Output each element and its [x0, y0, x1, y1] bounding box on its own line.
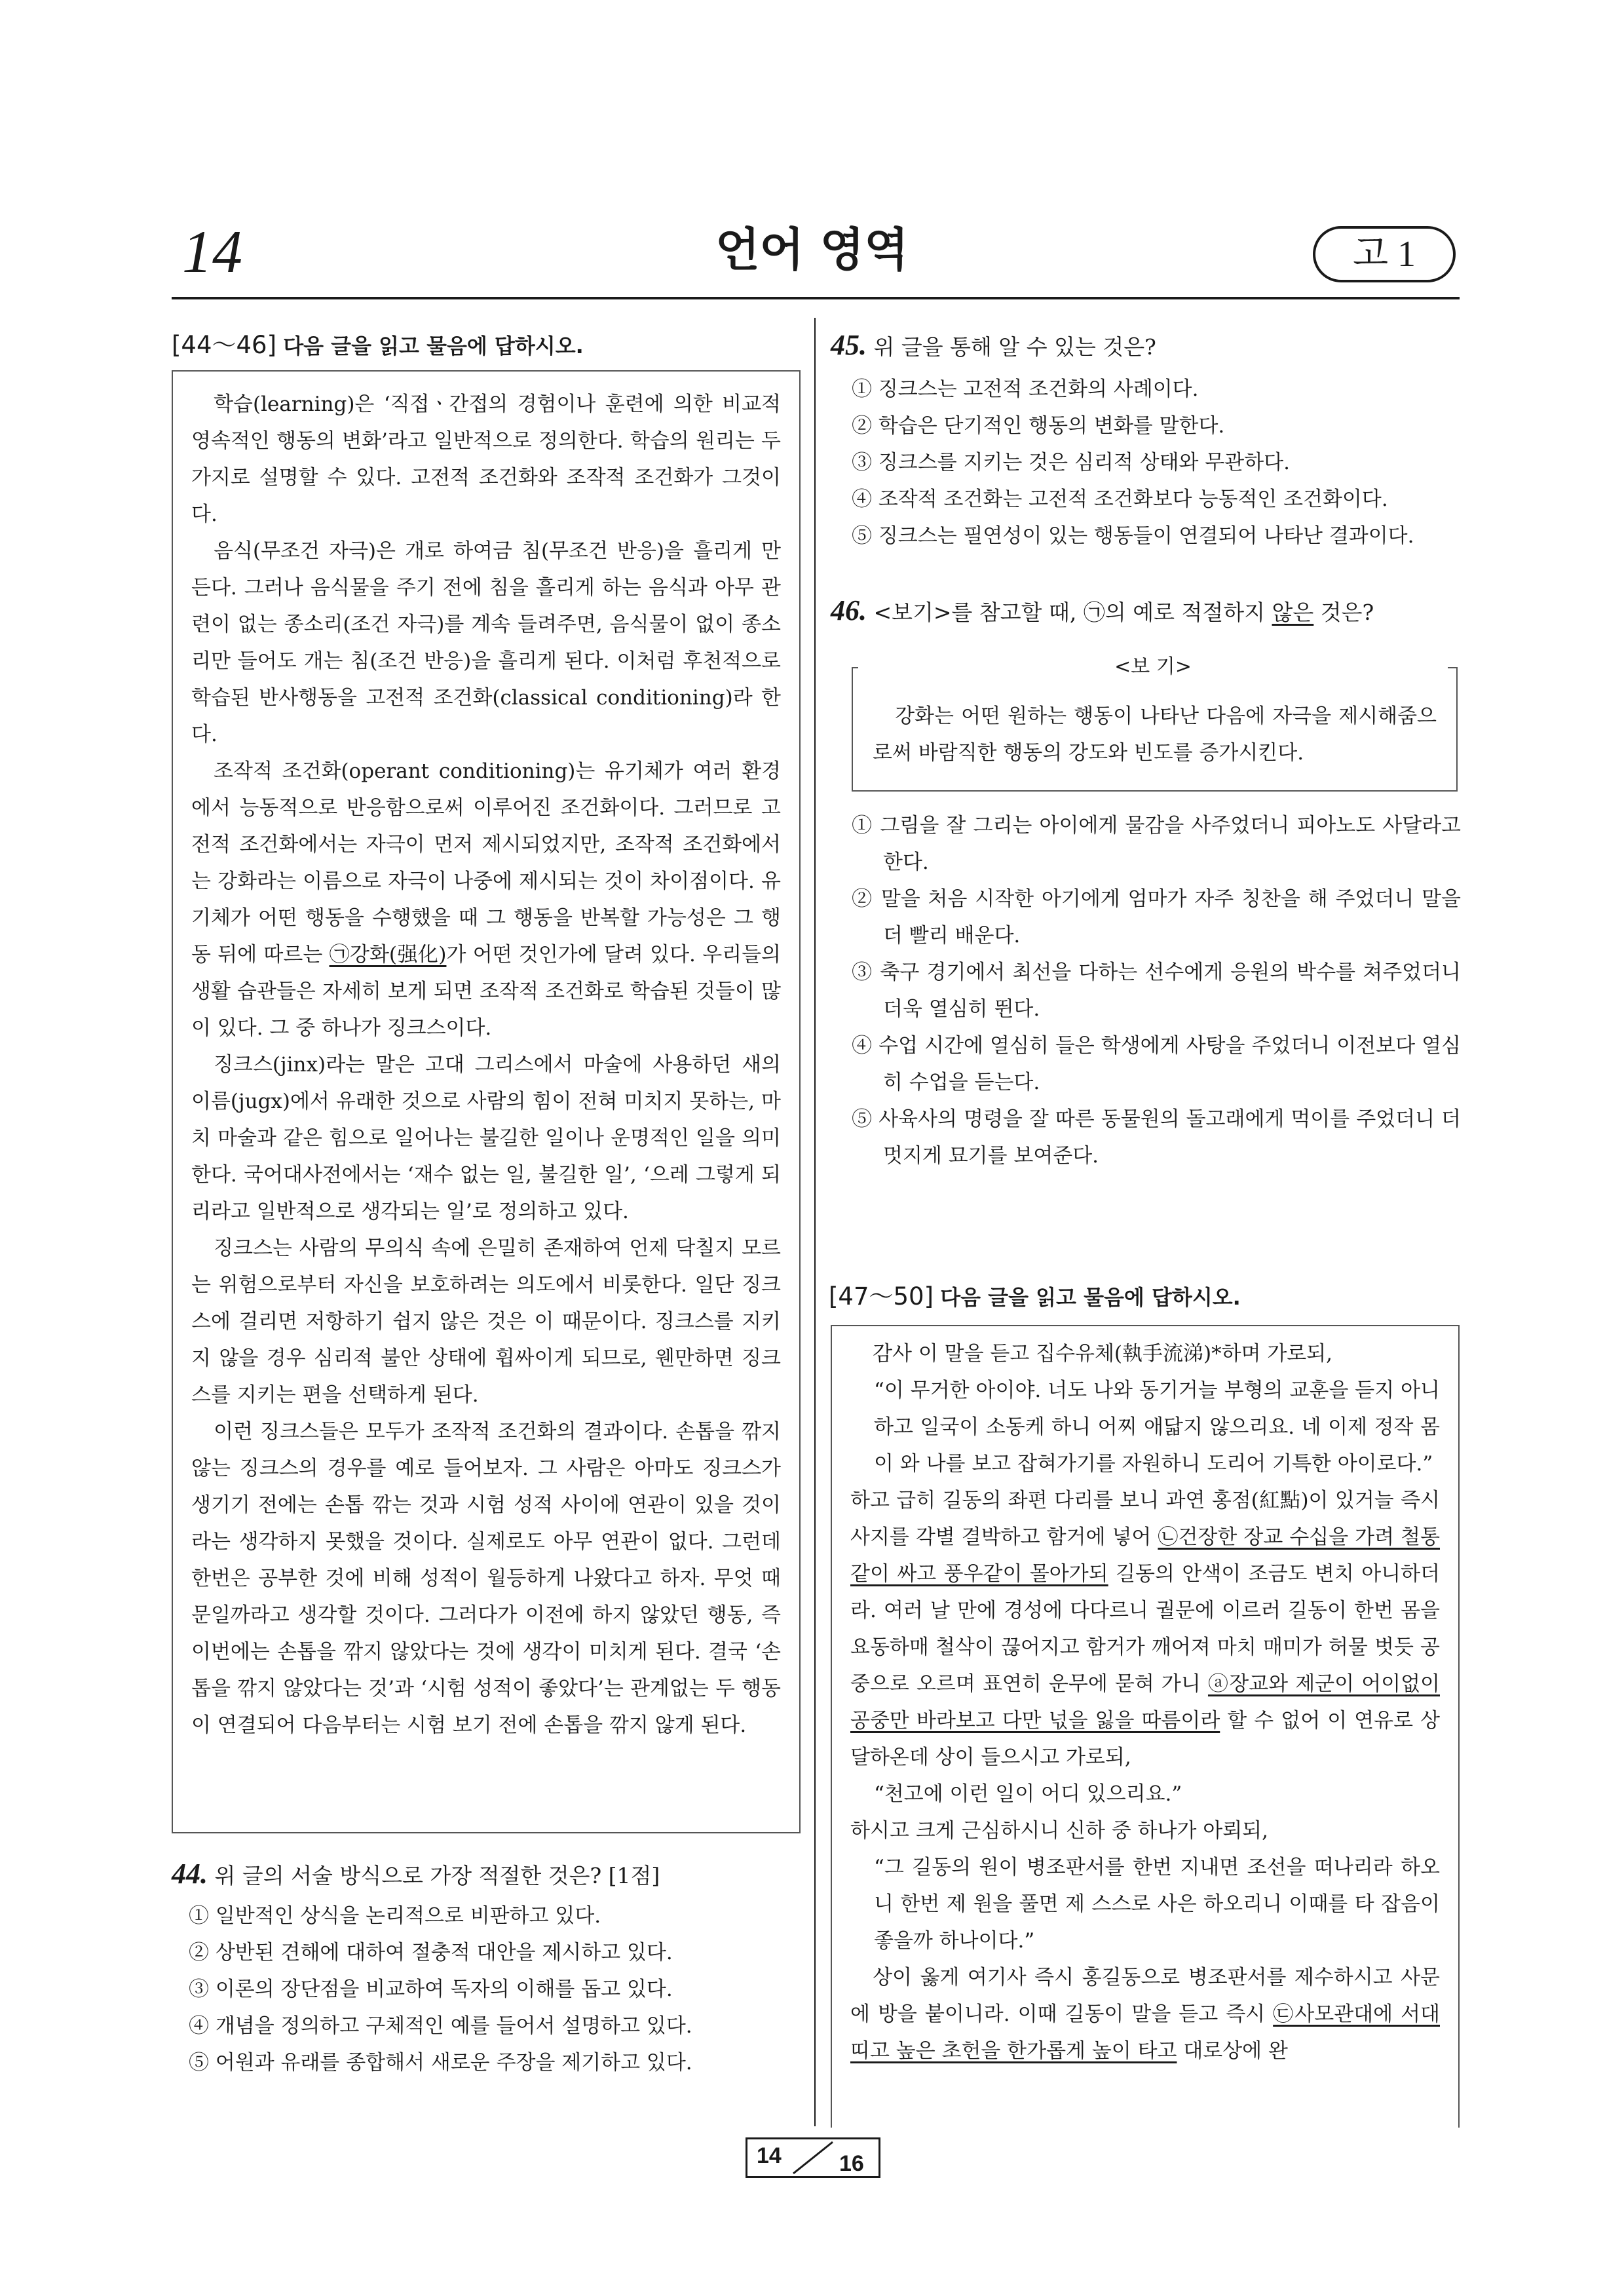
dialogue-quote: “이 무거한 아이야. 너도 나와 동기거늘 부형의 교훈을 듣지 아니하고 일국이 소동케 하니 어찌 애닯지 않으리요. 네 이제 정작 몸이 와 나를 보고 잡혀가기를 자원하니 도리어 기특한 아이로다.” — [874, 1379, 1440, 1476]
passage-paragraph: 감사 이 말을 듣고 집수유체(執手流涕)*하며 가로되, — [873, 1342, 1333, 1366]
page-indicator — [746, 2137, 880, 2178]
answer-option[interactable]: ② 상반된 견해에 대하여 절충적 대안을 제시하고 있다. — [189, 1941, 673, 1964]
question-number: 46. — [831, 594, 867, 626]
question-44-options — [189, 1898, 798, 2081]
question-text: 것은? — [1313, 600, 1374, 625]
paragraph-text: 할 수 없어 이 연유로 상달하온데 상이 들으시고 가로되, — [850, 1709, 1440, 1769]
section-header-47-50 — [829, 1284, 1241, 1309]
answer-option[interactable]: ① 일반적인 상식을 논리적으로 비판하고 있다. — [189, 1904, 601, 1928]
passage-paragraph: 음식(무조건 자극)은 개로 하여금 침(무조건 반응)을 흘리게 만든다. 그러나 음식물을 주기 전에 침을 흘리게 하는 음식과 아무 관련이 없는 종소리(조건 자극)를 계속 들려주면, 음식물이 없이 종소리만 들어도 개는 침(조건 반응)을 흘리게 된다. 이처럼 후천적으로 학습된 반사행동을 고전적 조건화(classical conditioning)라 한다. — [191, 539, 781, 746]
header-rule — [172, 297, 1460, 299]
passage-box-2 — [831, 1325, 1460, 2128]
passage-box — [172, 370, 801, 1833]
paragraph-text: 대로상에 완 — [1177, 2039, 1288, 2063]
question-46-options — [852, 807, 1461, 1174]
passage-paragraph — [850, 1959, 1440, 2069]
paragraph-text: 가 어떤 것인가에 달려 있다. 우리들의 생활 습관들은 자세히 보게 되면 조작적 조건화로 학습된 것들이 많이 있다. 그 중 하나가 징크스이다. — [191, 943, 781, 1040]
passage-paragraph: 학습(learning)은 ‘직접ㆍ간접의 경험이나 훈련에 의한 비교적 영속적인 행동의 변화’라고 일반적으로 정의한다. 학습의 원리는 두 가지로 설명할 수 있다. 고전적 조건화와 조작적 조건화가 그것이다. — [191, 392, 781, 526]
answer-option[interactable]: ⑤ 사육사의 명령을 잘 따른 동물원의 돌고래에게 먹이를 주었더니 더 멋지게 묘기를 보여준다. — [852, 1107, 1461, 1168]
question-text: 위 글을 통해 알 수 있는 것은? — [873, 334, 1156, 360]
page-number: 14 — [182, 218, 242, 285]
passage-paragraph: 이런 징크스들은 모두가 조작적 조건화의 결과이다. 손톱을 깎지 않는 징크스의 경우를 예로 들어보자. 그 사람은 아마도 징크스가 생기기 전에는 손톱 깎는 것과 시험 성적 사이에 연관이 있을 것이라는 생각하지 못했을 것이다. 실제로도 아무 연관이 없다. 그런데 한번은 공부한 것에 비해 성적이 월등하게 나왔다고 하자. 무엇 때문일까라고 생각할 것이다. 그러다가 이전에 하지 않았던 행동, 즉 이번에는 손톱을 깎지 않았다는 것에 생각이 미치게 된다. 결국 ‘손톱을 깎지 않았다는 것’과 ‘시험 성적이 좋았다’는 관계없는 두 행동이 연결되어 다음부터는 시험 보기 전에 손톱을 깎지 않게 된다. — [191, 1420, 781, 1737]
answer-option[interactable]: ④ 개념을 정의하고 구체적인 예를 들어서 설명하고 있다. — [189, 2014, 692, 2038]
question-text: 위 글의 서술 방식으로 가장 적절한 것은? [1점] — [214, 1863, 660, 1888]
paragraph-text: 조작적 조건화(operant conditioning)는 유기체가 여러 환경에서 능동적으로 반응함으로써 이루어진 조건화이다. 그러므로 고전적 조건화에서는 자극이 먼저 제시되었지만, 조작적 조건화에서는 강화라는 이름으로 자극이 나중에 제시되는 것이 차이점이다. 유기체가 어떤 행동을 수행했을 때 그 행동을 반복할 가능성은 그 행동 뒤에 따르는 — [191, 759, 781, 966]
answer-option[interactable]: ① 징크스는 고전적 조건화의 사례이다. — [852, 377, 1199, 401]
bogi-text: 강화는 어떤 원하는 행동이 나타난 다음에 자극을 제시해줌으로써 바람직한 행동의 강도와 빈도를 증가시킨다. — [873, 704, 1437, 765]
section-range: [47～50] — [829, 1282, 934, 1311]
question-text-emphasis: 않은 — [1272, 600, 1314, 625]
page-title: 언어 영역 — [715, 223, 909, 277]
underlined-term: ㉠강화(强化) — [329, 943, 447, 966]
question-45-header — [831, 331, 1156, 360]
question-44-header — [172, 1860, 660, 1888]
passage-paragraph — [191, 753, 781, 1046]
column-divider — [814, 318, 816, 2126]
answer-option[interactable]: ④ 조작적 조건화는 고전적 조건화보다 능동적인 조건화이다. — [852, 488, 1388, 511]
question-number: 45. — [831, 329, 867, 361]
question-45-options — [852, 371, 1461, 554]
bogi-box — [852, 667, 1458, 792]
paragraph-text: 길동의 안색이 조금도 변치 아니하더라. 여러 날 만에 경성에 다다르니 궐문에 이르러 길동이 한번 몸을 요동하매 철삭이 끊어지고 함거가 깨어져 마치 매미가 허물 벗듯 공중으로 오르며 표연히 운무에 묻혀 가니 — [850, 1562, 1440, 1696]
section-range: [44～46] — [172, 331, 277, 359]
bogi-label: <보 기> — [858, 657, 1448, 677]
current-page: 14 — [757, 2143, 782, 2168]
answer-option[interactable]: ⑤ 징크스는 필연성이 있는 행동들이 연결되어 나타난 결과이다. — [852, 524, 1414, 548]
underlined-phrase: ㉡건장한 장교 수십을 가려 철통같이 싸고 풍우같이 몰아가되 — [850, 1525, 1440, 1586]
dialogue-quote: “그 길동의 원이 병조판서를 한번 지내면 조선을 떠나리라 하오니 한번 제 원을 풀면 제 스스로 사은 하오리니 이때를 타 잡음이 좋을까 하나이다.” — [874, 1856, 1440, 1953]
answer-option[interactable]: ② 학습은 단기적인 행동의 변화를 말한다. — [852, 414, 1225, 438]
passage-paragraph: 징크스(jinx)라는 말은 고대 그리스에서 마술에 사용하던 새의 이름(jugx)에서 유래한 것으로 사람의 힘이 전혀 미치지 못하는, 마치 마술과 같은 힘으로 일어나는 불길한 일이나 운명적인 일을 의미한다. 국어대사전에서는 ‘재수 없는 일, 불길한 일’, ‘으레 그렇게 되리라고 일반적으로 생각되는 일’로 정의하고 있다. — [191, 1053, 781, 1223]
grade-badge: 고 1 — [1313, 226, 1456, 282]
answer-option[interactable]: ② 말을 처음 시작한 아기에게 엄마가 자주 칭찬을 해 주었더니 말을 더 빨리 배운다. — [852, 887, 1461, 947]
question-text: <보기>를 참고할 때, ㉠의 예로 적절하지 — [873, 600, 1272, 625]
answer-option[interactable]: ① 그림을 잘 그리는 아이에게 물감을 사주었더니 피아노도 사달라고 한다. — [852, 814, 1461, 874]
question-number: 44. — [172, 1858, 208, 1890]
section-instruction: 다음 글을 읽고 물음에 답하시오. — [283, 334, 584, 358]
passage-paragraph: 하시고 크게 근심하시니 신하 중 하나가 아뢰되, — [850, 1819, 1268, 1843]
dialogue-quote: “천고에 이런 일이 어디 있으리요.” — [874, 1782, 1182, 1806]
section-header-44-46 — [172, 333, 584, 357]
passage-paragraph: 징크스는 사람의 무의식 속에 은밀히 존재하여 언제 닥칠지 모르는 위험으로부터 자신을 보호하려는 의도에서 비롯한다. 일단 징크스에 걸리면 저항하기 쉽지 않은 것은 이 때문이다. 징크스를 지키지 않을 경우 심리적 불안 상태에 휩싸이게 되므로, 웬만하면 징크스를 지키는 편을 선택하게 된다. — [191, 1236, 781, 1407]
answer-option[interactable]: ③ 축구 경기에서 최선을 다하는 선수에게 응원의 박수를 쳐주었더니 더욱 열심히 뛴다. — [852, 961, 1461, 1021]
underlined-phrase: ㉢사모관대에 서대 띠고 높은 초헌을 한가롭게 높이 타고 — [850, 2002, 1440, 2063]
paragraph-text: 하고 급히 길동의 좌편 다리를 보니 과연 홍점(紅點)이 있거늘 즉시 사지를 각별 결박하고 함거에 넣어 — [850, 1489, 1440, 1549]
answer-option[interactable]: ④ 수업 시간에 열심히 들은 학생에게 사탕을 주었더니 이전보다 열심히 수업을 듣는다. — [852, 1034, 1461, 1094]
question-46-header — [831, 596, 1374, 625]
total-pages: 16 — [839, 2151, 864, 2176]
answer-option[interactable]: ③ 이론의 장단점을 비교하여 독자의 이해를 돕고 있다. — [189, 1978, 673, 2001]
section-instruction: 다음 글을 읽고 물음에 답하시오. — [940, 1285, 1241, 1310]
underlined-phrase: ⓐ장교와 제군이 어이없이 공중만 바라보고 다만 넋을 잃을 따름이라 — [850, 1672, 1440, 1732]
answer-option[interactable]: ⑤ 어원과 유래를 종합해서 새로운 주장을 제기하고 있다. — [189, 2051, 692, 2075]
passage-paragraph — [850, 1482, 1440, 1776]
answer-option[interactable]: ③ 징크스를 지키는 것은 심리적 상태와 무관하다. — [852, 451, 1290, 474]
paragraph-text: 상이 옳게 여기사 즉시 홍길동으로 병조판서를 제수하시고 사문에 방을 붙이니라. 이때 길동이 말을 듣고 즉시 — [850, 1966, 1440, 2026]
